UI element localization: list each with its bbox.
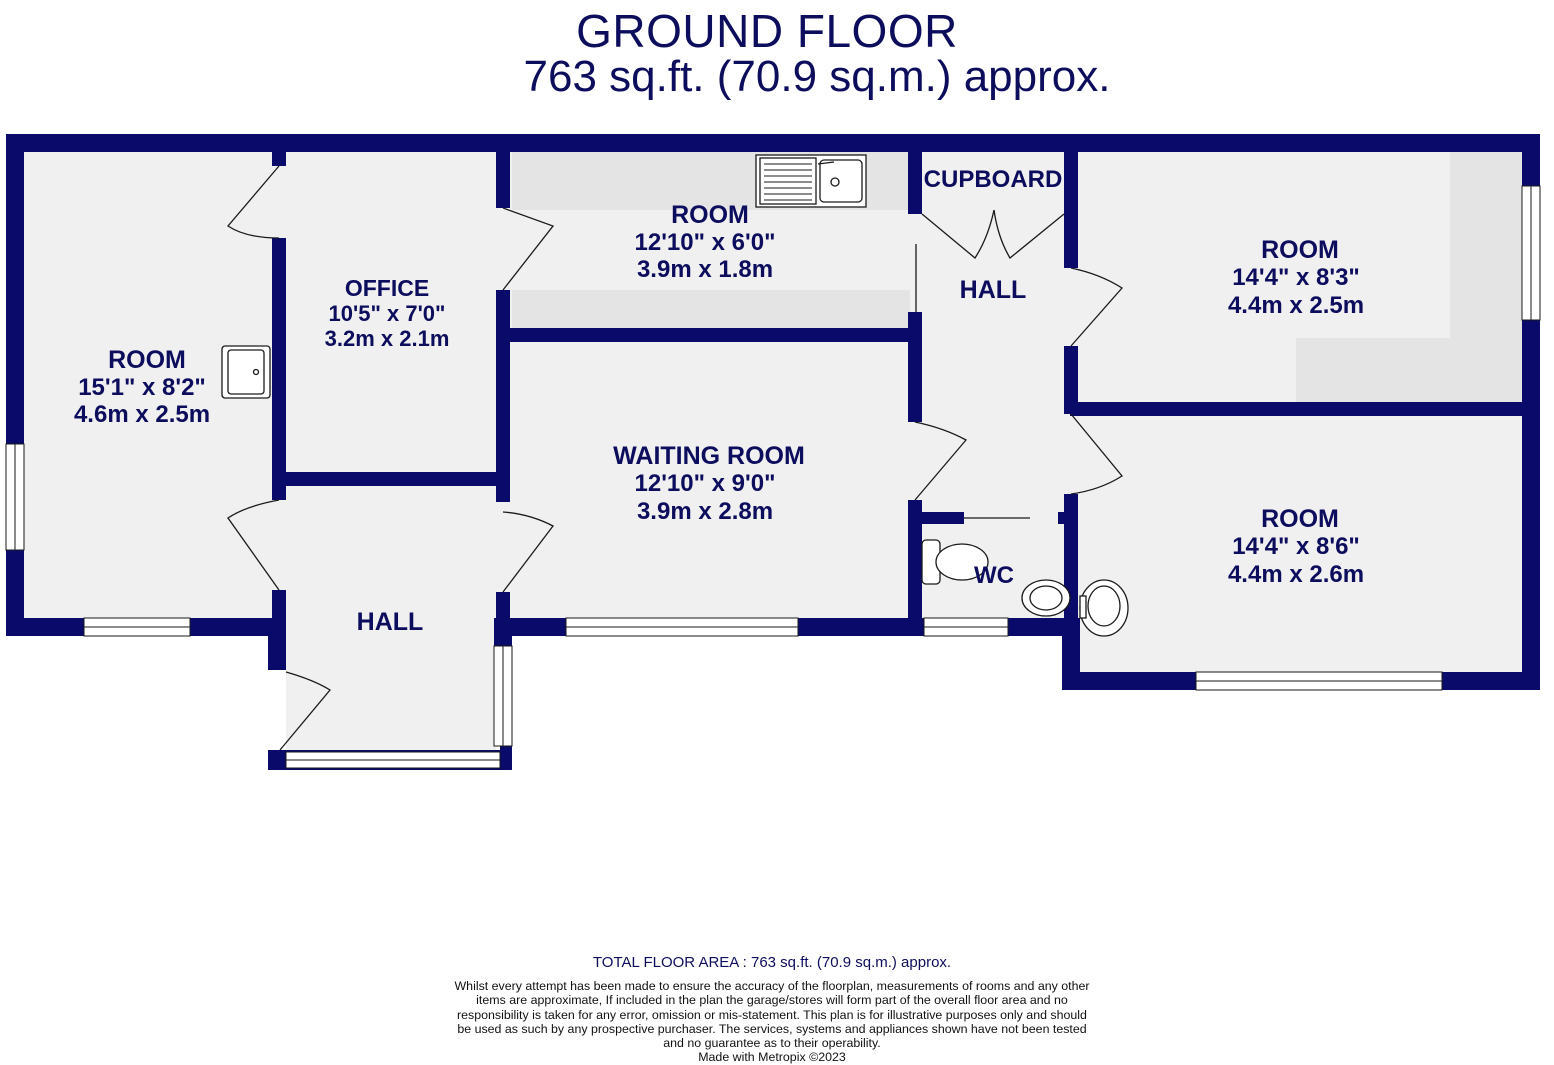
made-with: Made with Metropix ©2023 [698,1050,846,1065]
room-lower-right-name: ROOM [1261,505,1339,533]
wc-name: WC [974,562,1014,589]
hall-upper-name: HALL [959,276,1027,304]
office-imperial: 10'5" x 7'0" [328,301,446,326]
floor-area-heading: 763 sq.ft. (70.9 sq.m.) approx. [523,52,1111,101]
basin-lower-right-icon [1080,580,1128,636]
basin-room-left-icon [222,346,270,398]
office-metric: 3.2m x 2.1m [324,326,450,351]
wc-basin-icon [1022,580,1070,616]
room-lower-right-imperial: 14'4" x 8'6" [1232,533,1360,560]
room-lower-right-metric: 4.4m x 2.6m [1227,561,1365,588]
disclaimer [450,979,1094,1065]
room-left-name: ROOM [108,346,186,374]
room-upper-right-metric: 4.4m x 2.5m [1227,292,1365,319]
floor-title: GROUND FLOOR [576,5,958,57]
hall-lower-name: HALL [356,608,424,636]
sink-icon [756,155,866,207]
room-left-metric: 4.6m x 2.5m [73,401,211,428]
room-kitchen-imperial: 12'10" x 6'0" [634,229,776,256]
total-floor-area: TOTAL FLOOR AREA : 763 sq.ft. (70.9 sq.m.) approx. [592,954,952,971]
room-kitchen-name: ROOM [671,201,749,229]
waiting-room-imperial: 12'10" x 9'0" [634,470,776,497]
room-upper-right-name: ROOM [1261,236,1339,264]
room-left-imperial: 15'1" x 8'2" [78,374,206,401]
room-kitchen-metric: 3.9m x 1.8m [636,256,774,283]
waiting-room-name: WAITING ROOM [613,442,805,470]
room-upper-right-imperial: 14'4" x 8'3" [1232,264,1360,291]
cupboard-name: CUPBOARD [923,166,1063,193]
office-name: OFFICE [344,275,430,301]
waiting-room-metric: 3.9m x 2.8m [636,498,774,525]
disclaimer-text: Whilst every attempt has been made to ensure the accuracy of the floorplan, measurements of rooms and any other items are approximate, If included in the plan the garage/stores will form part of the overall floor area and no responsibility is taken for any error, omission or mis-statement. This plan is for illustrative purposes only and should be used as such by any prospective purchaser. The services, systems and appliances shown have not been tested and no guarantee as to their operability. [454,979,1090,1051]
